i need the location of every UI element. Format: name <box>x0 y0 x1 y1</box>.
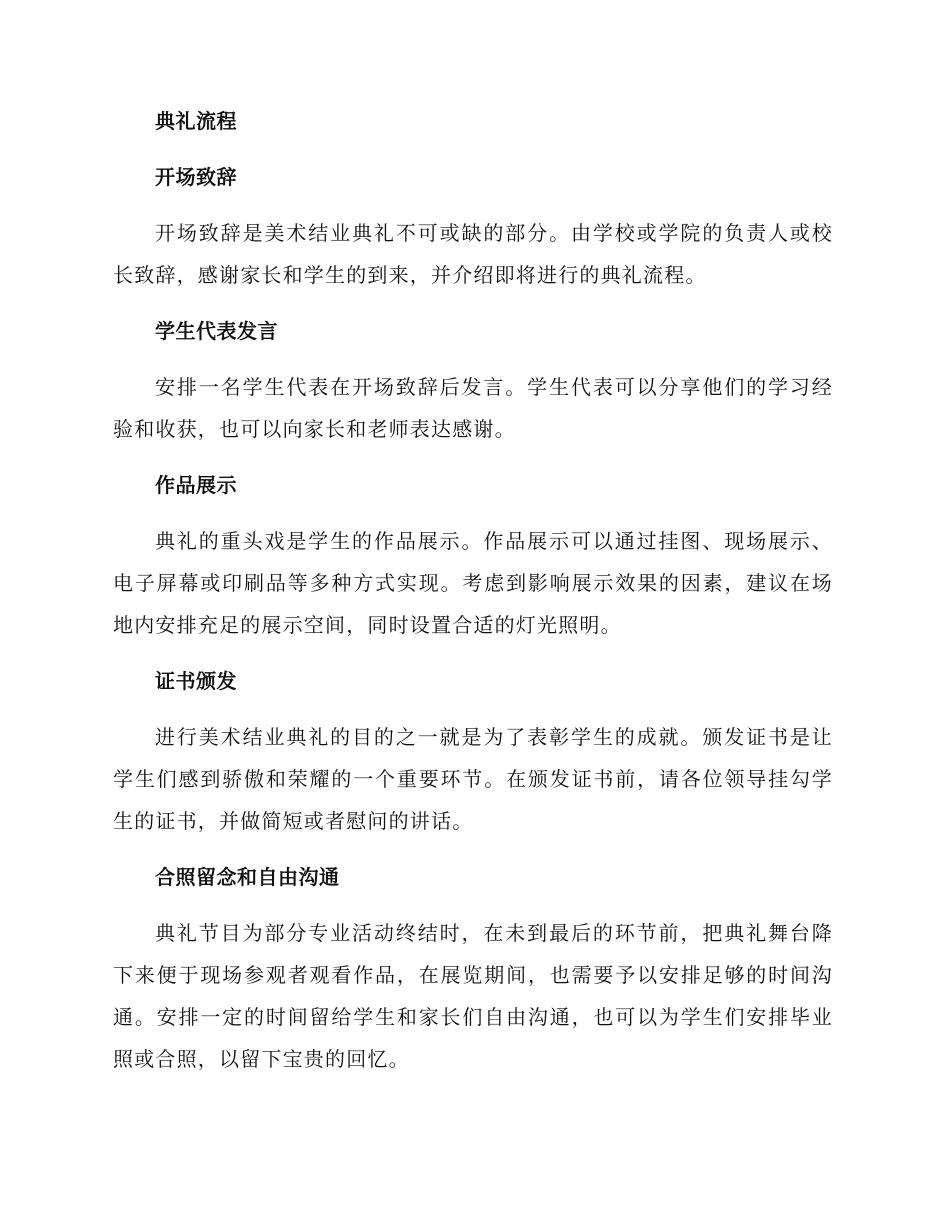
section-text-group-photo: 典礼节目为部分专业活动终结时，在未到最后的环节前，把典礼舞台降下来便于现场参观者观看作品，在展览期间，也需要予以安排足够的时间沟通。安排一定的时间留给学生和家长们自由沟通，也可以为学生们安排毕业照或合照，以留下宝贵的回忆。 <box>113 921 833 1071</box>
document-body <box>113 106 833 1100</box>
section-heading-student-speech: 学生代表发言 <box>155 319 278 343</box>
document-title: 典礼流程 <box>155 109 237 133</box>
section-heading-certificate-award: 证书颁发 <box>155 669 237 693</box>
section-heading-artwork-exhibition: 作品展示 <box>155 473 237 497</box>
section-text-opening-speech: 开场致辞是美术结业典礼不可或缺的部分。由学校或学院的负责人或校长致辞，感谢家长和学生的到来，并介绍即将进行的典礼流程。 <box>113 221 833 287</box>
section-text-artwork-exhibition: 典礼的重头戏是学生的作品展示。作品展示可以通过挂图、现场展示、电子屏幕或印刷品等多种方式实现。考虑到影响展示效果的因素，建议在场地内安排充足的展示空间，同时设置合适的灯光照明。 <box>113 529 833 637</box>
section-text-certificate-award: 进行美术结业典礼的目的之一就是为了表彰学生的成就。颁发证书是让学生们感到骄傲和荣耀的一个重要环节。在颁发证书前，请各位领导挂勾学生的证书，并做简短或者慰问的讲话。 <box>113 725 833 833</box>
section-heading-opening-speech: 开场致辞 <box>155 165 237 189</box>
section-heading-group-photo: 合照留念和自由沟通 <box>155 865 340 889</box>
section-text-student-speech: 安排一名学生代表在开场致辞后发言。学生代表可以分享他们的学习经验和收获，也可以向家长和老师表达感谢。 <box>113 375 833 441</box>
